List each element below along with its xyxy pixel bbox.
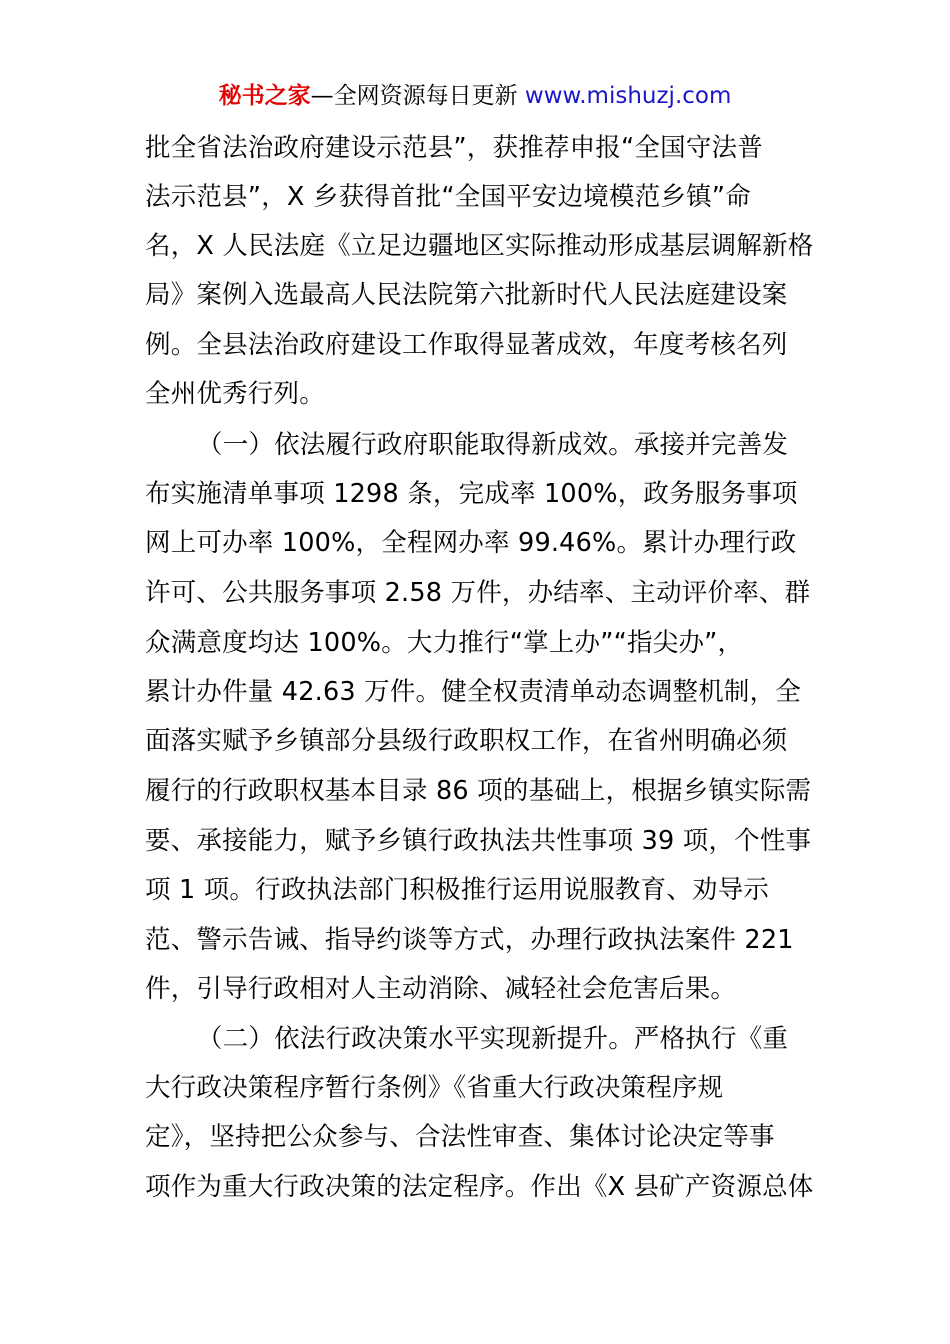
text-line: 许可、公共服务事项 2.58 万件，办结率、主动评价率、群 [145,578,811,608]
text-line: 面落实赋予乡镇部分县级行政职权工作，在省州明确必须 [145,726,788,756]
text-line: 定》，坚持把公众参与、合法性审查、集体讨论决定等事 [145,1122,775,1152]
text-line: 要、承接能力，赋予乡镇行政执法共性事项 39 项，个性事 [145,826,812,856]
text-line: 局》案例入选最高人民法院第六批新时代人民法庭建设案 [145,280,788,310]
text-line: 项作为重大行政决策的法定程序。作出《X 县矿产资源总体 [145,1172,814,1202]
site-url-link[interactable]: www.mishuzj.com [524,83,732,109]
paragraph-heading-2: （二）依法行政决策水平实现新提升。严格执行《重 [197,1024,789,1054]
text-line: 范、警示告诫、指导约谈等方式，办理行政执法案件 221 [145,925,794,955]
text-line: 累计办件量 42.63 万件。健全权责清单动态调整机制，全 [145,677,802,707]
text-line: 项 1 项。行政执法部门积极推行运用说服教育、劝导示 [145,875,770,905]
paragraph-heading-1: （一）依法履行政府职能取得新成效。承接并完善发 [197,430,789,460]
text-line: 批全省法治政府建设示范县”，获推荐申报“全国守法普 [145,133,763,163]
text-line: 件，引导行政相对人主动消除、减轻社会危害后果。 [145,974,737,1004]
text-line: 例。全县法治政府建设工作取得显著成效，年度考核名列 [145,330,788,360]
text-line: 全州优秀行列。 [145,379,325,409]
text-line: 布实施清单事项 1298 条，完成率 100%，政务服务事项 [145,479,798,509]
page-header [0,80,950,112]
site-tagline: —全网资源每日更新 [310,83,525,109]
text-line: 履行的行政职权基本目录 86 项的基础上，根据乡镇实际需 [145,776,812,806]
text-line: 名，X 人民法庭《立足边疆地区实际推动形成基层调解新格 [145,231,814,261]
text-line: 众满意度均达 100%。大力推行“掌上办”“指尖办”， [145,628,744,658]
text-line: 网上可办率 100%，全程网办率 99.46%。累计办理行政 [145,528,797,558]
text-line: 大行政决策程序暂行条例》《省重大行政决策程序规 [145,1073,724,1103]
site-name: 秘书之家 [218,83,311,109]
text-line: 法示范县”，X 乡获得首批“全国平安边境模范乡镇”命 [145,182,751,212]
